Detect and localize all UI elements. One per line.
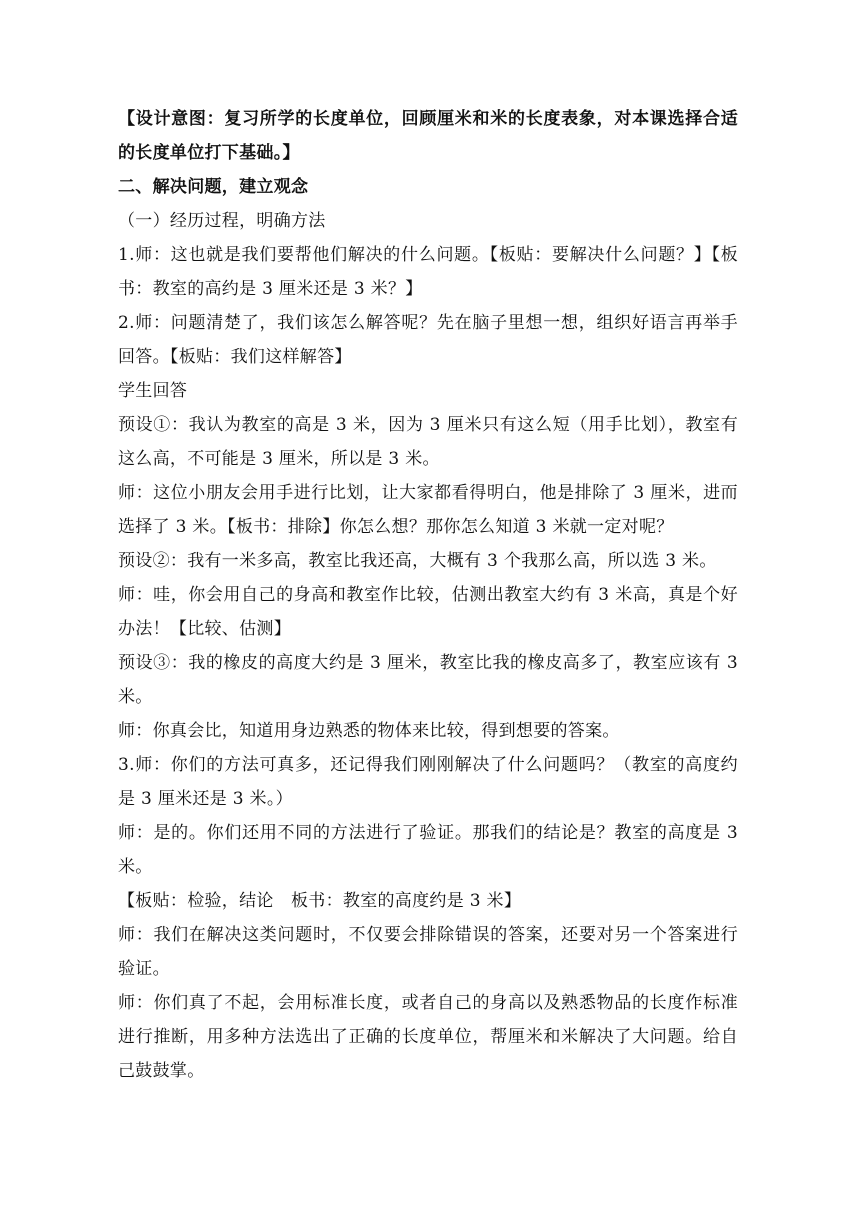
document-page	[118, 102, 738, 1088]
paragraph-teacher-1: 师：这位小朋友会用手进行比划，让大家都看得明白，他是排除了 3 厘米，进而选择了 3 米。【板书：排除】你怎么想？那你怎么知道 3 米就一定对呢？	[118, 483, 738, 537]
design-intent-paragraph: 【设计意图：复习所学的长度单位，回顾厘米和米的长度表象，对本课选择合适的长度单位打下基础。】	[118, 109, 738, 163]
subsection-heading: （一）经历过程，明确方法	[118, 211, 326, 231]
paragraph-step-1: 1.师：这也就是我们要帮他们解决的什么问题。【板贴：要解决什么问题？】【板书：教室的高约是 3 厘米还是 3 米？】	[118, 245, 738, 299]
paragraph-preset-3: 预设③：我的橡皮的高度大约是 3 厘米，教室比我的橡皮高多了，教室应该有 3 米。	[118, 653, 738, 707]
paragraph-step-3: 3.师：你们的方法可真多，还记得我们刚刚解决了什么问题吗？（教室的高度约是 3 厘米还是 3 米。）	[118, 755, 738, 809]
paragraph-preset-1: 预设①：我认为教室的高是 3 米，因为 3 厘米只有这么短（用手比划），教室有这么高，不可能是 3 厘米，所以是 3 米。	[118, 415, 738, 469]
paragraph-preset-2: 预设②：我有一米多高，教室比我还高，大概有 3 个我那么高，所以选 3 米。	[118, 551, 717, 571]
paragraph-teacher-5: 师：我们在解决这类问题时，不仅要会排除错误的答案，还要对另一个答案进行验证。	[118, 925, 738, 979]
paragraph-teacher-4: 师：是的。你们还用不同的方法进行了验证。那我们的结论是？教室的高度是 3 米。	[118, 823, 738, 877]
paragraph-board-note: 【板贴：检验，结论 板书：教室的高度约是 3 米】	[118, 891, 522, 911]
section-heading: 二、解决问题，建立观念	[118, 177, 309, 197]
paragraph-student-answer: 学生回答	[118, 381, 188, 401]
paragraph-teacher-6: 师：你们真了不起，会用标准长度，或者自己的身高以及熟悉物品的长度作标准进行推断，用多种方法选出了正确的长度单位，帮厘米和米解决了大问题。给自己鼓鼓掌。	[118, 993, 738, 1081]
paragraph-step-2: 2.师：问题清楚了，我们该怎么解答呢？先在脑子里想一想，组织好语言再举手回答。【板贴：我们这样解答】	[118, 313, 738, 367]
paragraph-teacher-2: 师：哇，你会用自己的身高和教室作比较，估测出教室大约有 3 米高，真是个好办法！【比较、估测】	[118, 585, 738, 639]
paragraph-teacher-3: 师：你真会比，知道用身边熟悉的物体来比较，得到想要的答案。	[118, 721, 620, 741]
